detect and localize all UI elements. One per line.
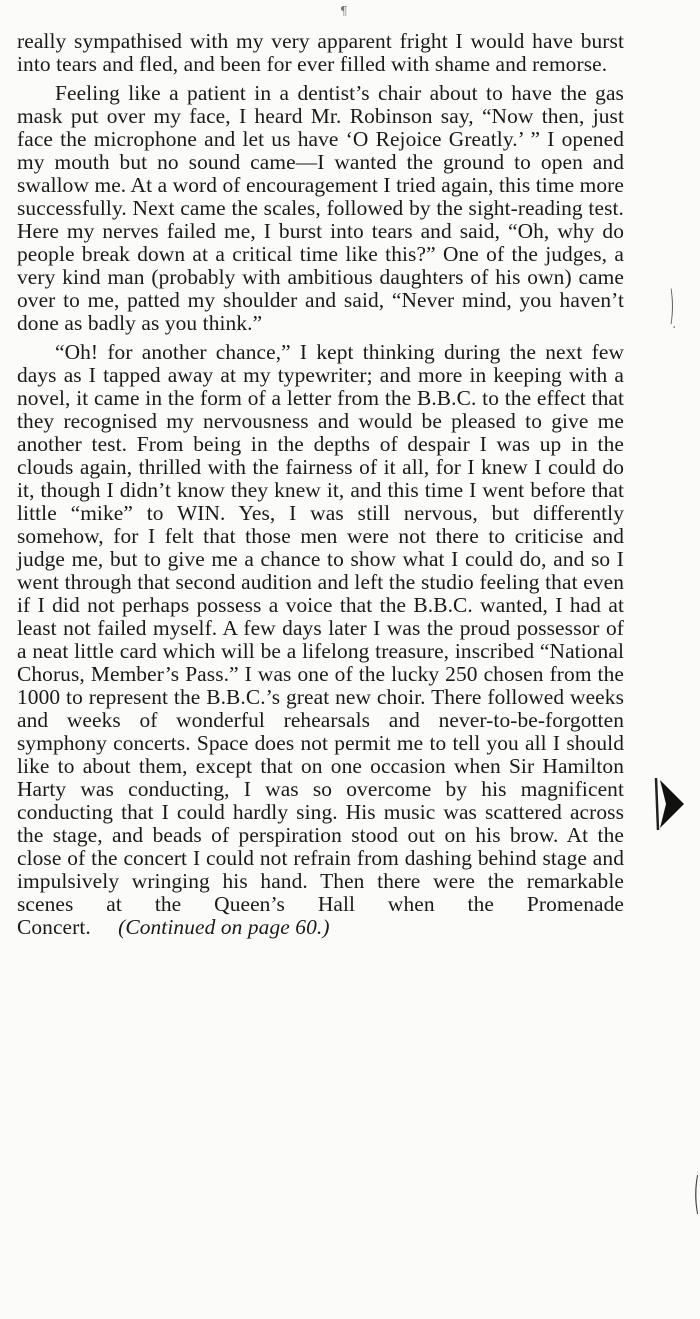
text-column	[17, 30, 624, 945]
paragraph-3	[17, 341, 624, 939]
continued-note: (Continued on page 60.)	[118, 915, 330, 939]
margin-dot-mark: ·	[672, 320, 677, 336]
margin-arrow-mark	[652, 772, 688, 840]
margin-bracket-mark: )	[669, 283, 674, 329]
margin-edge-mark: (	[694, 1168, 700, 1219]
paragraph-2: Feeling like a patient in a dentist’s chair about to have the gas mask put over my face, I heard Mr. Robinson say, “Now then, just face the microphone and let us have ‘O Rejoice Greatly.’ ” I opened my mouth but no sound came—I wanted the ground to open and swallow me. At a word of encouragement I tried again, this time more successfully. Next came the scales, followed by the sight-reading test. Here my nerves failed me, I burst into tears and said, “Oh, why do people break down at a critical time like this?” One of the judges, a very kind man (probably with ambitious daughters of his own) came over to me, patted my shoulder and said, “Never mind, you haven’t done as badly as you think.”	[17, 81, 624, 335]
paragraph-3-text: “Oh! for another chance,” I kept thinking during the next few days as I tapped away at my typewriter; and more in keeping with a novel, it came in the form of a letter from the B.B.C. to the effect that they recognised my nervousness and would be pleased to give me another test. From being in the depths of despair I was up in the clouds again, thrilled with the fairness of it all, for I knew I could do it, though I didn’t know they knew it, and this time I went before that little “mike” to WIN. Yes, I was still nervous, but differently somehow, for I felt that those men were not there to criticise and judge me, but to give me a chance to show what I could do, and so I went through that second audition and left the studio feeling that even if I did not perhaps possess a voice that the B.B.C. wanted, I had at least not failed myself. A few days later I was the proud possessor of a neat little card which will be a lifelong treasure, inscribed “National Chorus, Member’s Pass.” I was one of the lucky 250 chosen from the 1000 to represent the B.B.C.’s great new choir. There followed weeks and weeks of wonderful rehearsals and never-to-be-forgotten symphony concerts. Space does not permit me to tell you all I should like to about them, except that on one occasion when Sir Hamilton Harty was conducting, I was so overcome by his magnificent conducting that I could hardly sing. His music was scattered across the stage, and beads of perspiration stood out on his brow. At the close of the concert I could not refrain from dashing behind stage and impulsively wringing his hand. Then there were the remarkable scenes at the Queen’s Hall when the Promenade Concert.	[17, 340, 624, 939]
paragraph-1: really sympathised with my very apparent fright I would have burst into tears and fled, and been for ever filled with shame and remorse.	[17, 29, 624, 76]
top-ink-mark: ¶	[340, 4, 348, 18]
